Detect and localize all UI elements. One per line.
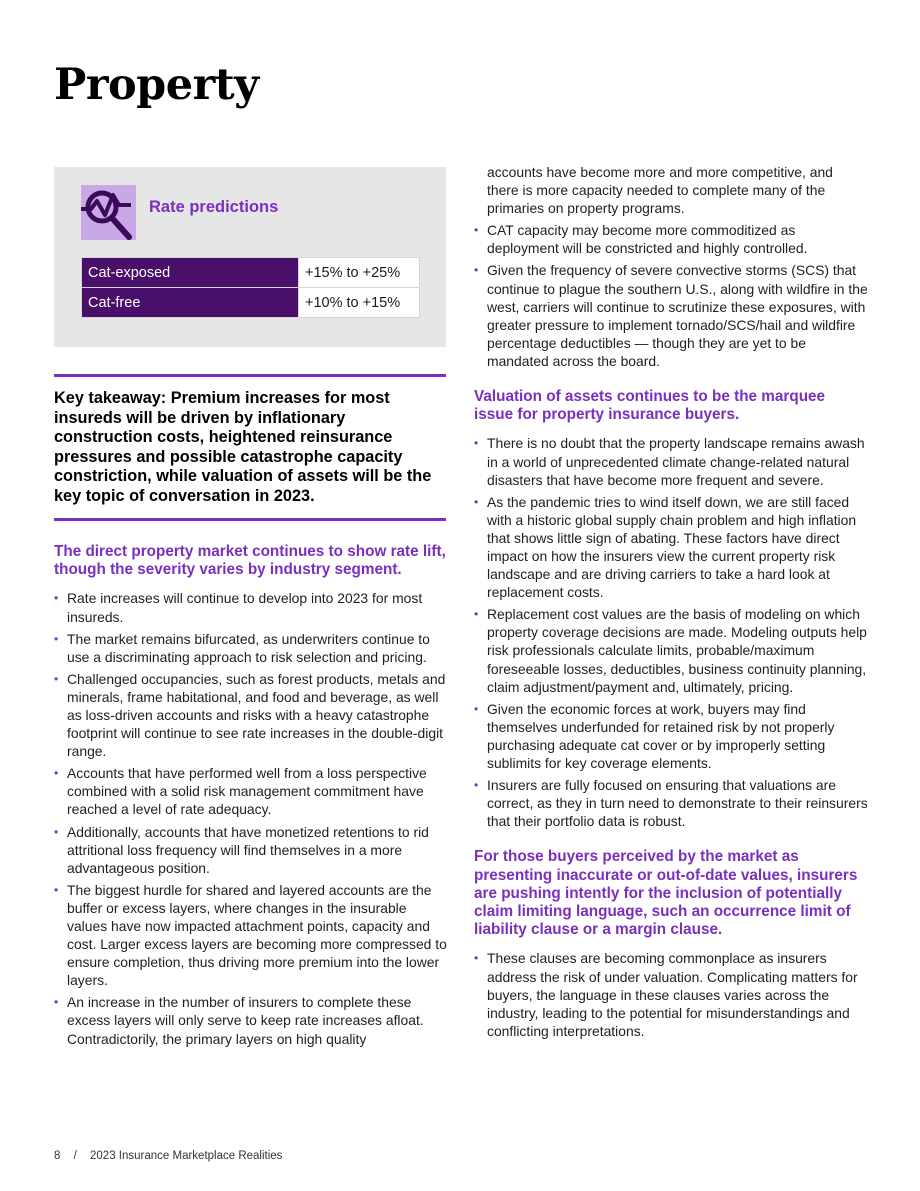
left-column bbox=[54, 543, 450, 1052]
page-footer bbox=[54, 1150, 292, 1162]
list-item: • CAT capacity may become more commoditized as deployment will be constricted and highly controlled. bbox=[474, 221, 868, 257]
divider bbox=[54, 518, 446, 521]
publication-title: 2023 Insurance Marketplace Realities bbox=[90, 1150, 283, 1162]
rate-category: Cat-free bbox=[82, 288, 299, 318]
rate-predictions-box bbox=[54, 167, 446, 347]
rate-predictions-heading: Rate predictions bbox=[149, 198, 279, 216]
spacer bbox=[474, 834, 868, 848]
list-item: • Insurers are fully focused on ensuring that valuations are correct, as they in turn need to demonstrate to their reinsurers that their portfolio data is robust. bbox=[474, 776, 868, 830]
list-item: • An increase in the number of insurers to complete these excess layers will only serve to keep rate increases afloat. Contradictorily, the primary layers on high quality bbox=[54, 993, 450, 1047]
table-row bbox=[82, 288, 420, 318]
bullet-list bbox=[474, 434, 868, 830]
key-takeaway: Key takeaway: Premium increases for most insureds will be driven by inflationary construction costs, heightened reinsurance pressures and possible catastrophe capacity constriction, while valuation of assets will be the key topic of conversation in 2023. bbox=[54, 389, 432, 505]
list-item: • As the pandemic tries to wind itself down, we are still faced with a historic global supply chain problem and high inflation that shows little sign of abating. These factors have direct impact on how the insurers view the current property risk landscape and are driving carriers to take a hard look at replacement costs. bbox=[474, 493, 868, 602]
rate-category: Cat-exposed bbox=[82, 258, 299, 288]
list-item: • Rate increases will continue to develop into 2023 for most insureds. bbox=[54, 589, 450, 625]
continued-text: accounts have become more and more competitive, and there is more capacity needed to complete many of the primaries on property programs. bbox=[487, 164, 833, 217]
list-item: • There is no doubt that the property landscape remains awash in a world of unprecedented climate change-related natural disasters that have become more frequent and severe. bbox=[474, 434, 868, 488]
section-heading: Valuation of assets continues to be the marquee issue for property insurance buyers. bbox=[474, 388, 826, 424]
list-item: • Additionally, accounts that have monetized retentions to rid attritional loss frequency will find themselves in a more advantageous position. bbox=[54, 823, 450, 877]
spacer bbox=[474, 374, 868, 388]
list-item: • Replacement cost values are the basis of modeling on which property coverage decisions are made. Modeling outputs help risk professionals calculate limits, probable/maximum foreseeable losses, deductibles, business continuity planning, claim adjustment/payment and, ultimately, pricing. bbox=[474, 605, 868, 695]
list-item: • These clauses are becoming commonplace as insurers address the risk of under valuation. Complicating matters for buyers, the language in these clauses varies across the industry, leading to the potential for misunderstandings and conflicting interpretations. bbox=[474, 949, 868, 1039]
rate-value: +10% to +15% bbox=[299, 288, 420, 318]
page-number: 8 bbox=[54, 1150, 61, 1162]
section-heading: For those buyers perceived by the market as presenting inaccurate or out-of-date values, insurers are pushing intently for the inclusion of potentially claim limiting language, such an occurrence limit of liability clause or a margin clause. bbox=[474, 848, 858, 939]
bullet-list bbox=[474, 949, 868, 1039]
page-title: Property bbox=[54, 60, 259, 110]
section-heading: The direct property market continues to show rate lift, though the severity varies by industry segment. bbox=[54, 543, 446, 579]
bullet-list bbox=[474, 221, 868, 370]
list-item: • Challenged occupancies, such as forest products, metals and minerals, frame habitational, and food and beverage, as well as loss-driven accounts and risks with a heavy catastrophe footprint will continue to see rate increases in the double-digit range. bbox=[54, 670, 450, 760]
magnifier-trend-icon bbox=[81, 185, 136, 240]
list-item: • Accounts that have performed well from a loss perspective combined with a solid risk management commitment have reached a level of rate adequacy. bbox=[54, 764, 450, 818]
list-item: • Given the economic forces at work, buyers may find themselves underfunded for retained risk by not properly purchasing adequate cat cover or by improperly setting sublimits for key coverage elements. bbox=[474, 700, 868, 772]
divider bbox=[54, 374, 446, 377]
list-item: • The biggest hurdle for shared and layered accounts are the buffer or excess layers, where changes in the insurable values have now impacted attachment points, capacity and cost. Larger excess layers are becoming more compressed to ensure completion, thus driving more premium into the lower layers. bbox=[54, 881, 450, 990]
list-item: • The market remains bifurcated, as underwriters continue to use a discriminating approach to risk selection and pricing. bbox=[54, 630, 450, 666]
rate-value: +15% to +25% bbox=[299, 258, 420, 288]
bullet-list bbox=[54, 589, 450, 1047]
right-column bbox=[474, 163, 868, 1044]
footer-separator: / bbox=[73, 1150, 77, 1162]
list-item: • Given the frequency of severe convective storms (SCS) that continue to plague the southern U.S., along with wildfire in the west, carriers will continue to scrutinize these exposures, with greater pressure to implement tornado/SCS/hail and wildfire percentage deductibles — though they are yet to be mandated across the board. bbox=[474, 261, 868, 370]
table-row bbox=[82, 258, 420, 288]
rate-table bbox=[81, 257, 420, 318]
